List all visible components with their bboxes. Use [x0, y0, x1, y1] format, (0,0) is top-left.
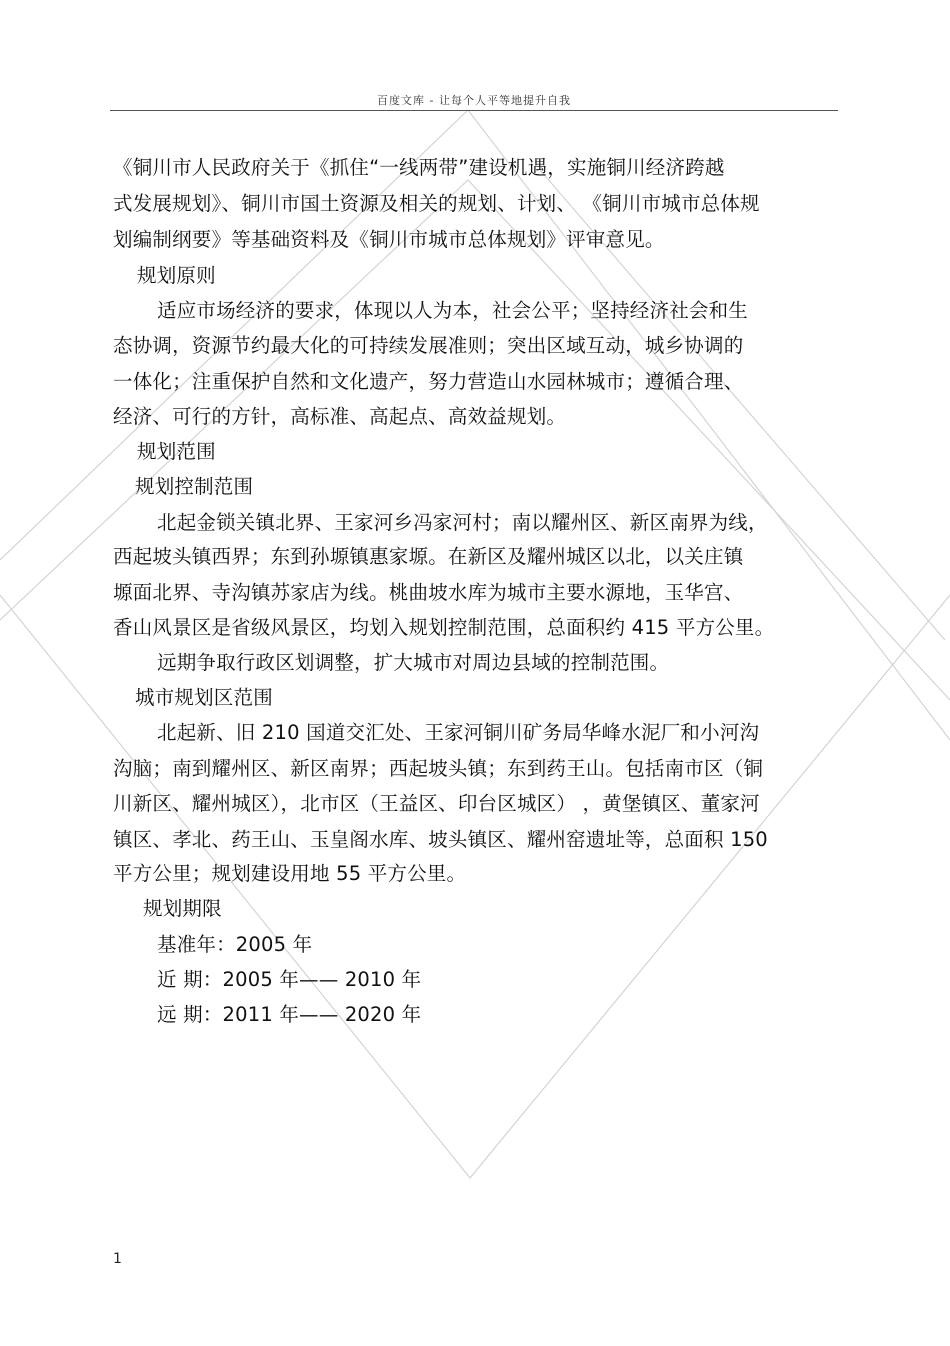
text-line: 塬面北界、寺沟镇苏家店为线。桃曲坡水库为城市主要水源地，玉华宫、	[113, 581, 744, 604]
text-line: 近 期：2005 年—— 2010 年	[157, 968, 422, 991]
subsection-heading: 城市规划区范围	[135, 686, 273, 709]
text-line: 经济、可行的方针，高标准、高起点、高效益规划。	[113, 405, 567, 428]
section-heading: 规划期限	[143, 897, 222, 920]
text-line: 式发展规划》、铜川市国土资源及相关的规划、计划、 《铜川市城市总体规	[113, 192, 760, 215]
text-line: 北起新、旧 210 国道交汇处、王家河铜川矿务局华峰水泥厂和小河沟	[157, 721, 760, 744]
section-heading: 规划原则	[137, 264, 216, 287]
text-line: 划编制纲要》等基础资料及《铜川市城市总体规划》评审意见。	[113, 228, 665, 251]
text-line: 镇区、孝北、药王山、玉皇阁水库、坡头镇区、耀州窑遗址等，总面积 150	[113, 828, 768, 851]
text-line: 香山风景区是省级风景区，均划入规划控制范围，总面积约 415 平方公里。	[113, 616, 775, 639]
text-line: 西起坡头镇西界；东到孙塬镇惠家塬。在新区及耀州城区以北，以关庄镇	[113, 545, 744, 568]
text-line: 一体化；注重保护自然和文化遗产，努力营造山水园林城市；遵循合理、	[113, 370, 744, 393]
text-line: 平方公里；规划建设用地 55 平方公里。	[113, 862, 467, 885]
section-heading: 规划范围	[137, 440, 216, 463]
text-line: 沟脑；南到耀州区、新区南界；西起坡头镇；东到药王山。包括南市区（铜	[113, 757, 764, 780]
text-line: 《铜川市人民政府关于《抓住“一线两带”建设机遇，实施铜川经济跨越	[113, 156, 725, 179]
text-line: 川新区、耀州城区），北市区（王益区、印台区城区） ，黄堡镇区、董家河	[113, 792, 760, 815]
page-header: 百度文库 - 让每个人平等地提升自我	[377, 94, 571, 107]
text-line: 态协调，资源节约最大化的可持续发展准则；突出区域互动，城乡协调的	[113, 334, 744, 357]
header-divider	[110, 110, 838, 111]
page-number: 1	[113, 1251, 122, 1267]
text-line: 北起金锁关镇北界、王家河乡冯家河村；南以耀州区、新区南界为线，	[157, 511, 768, 534]
subsection-heading: 规划控制范围	[135, 475, 254, 498]
text-line: 远 期：2011 年—— 2020 年	[157, 1003, 422, 1026]
text-line: 基准年：2005 年	[157, 933, 313, 956]
text-line: 适应市场经济的要求，体现以人为本，社会公平；坚持经济社会和生	[157, 299, 749, 322]
text-line: 远期争取行政区划调整，扩大城市对周边县域的控制范围。	[157, 651, 670, 674]
